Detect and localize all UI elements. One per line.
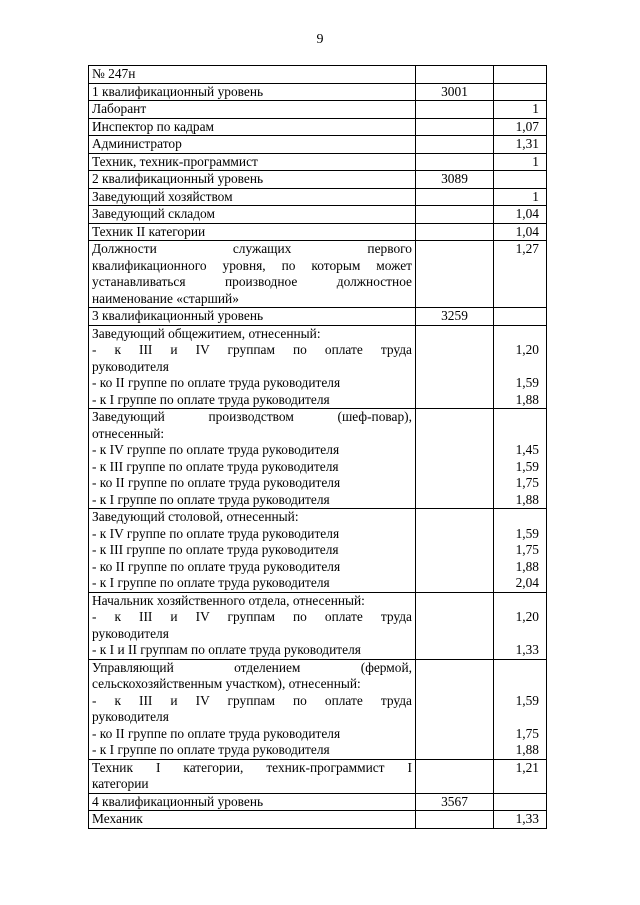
coefficient-value: 1,45 xyxy=(515,442,539,457)
coefficient-value: 1,59 xyxy=(515,525,539,541)
table-row xyxy=(89,171,547,189)
coefficient-value: 1,27 xyxy=(515,241,539,256)
coefficient-value: 1,75 xyxy=(515,475,539,490)
table-row xyxy=(89,136,547,154)
coefficient-value xyxy=(497,258,539,275)
coefficient-list xyxy=(494,241,547,308)
table-row xyxy=(89,241,547,308)
coefficient-list xyxy=(494,409,547,509)
table-row xyxy=(89,66,547,84)
base-salary xyxy=(416,759,494,793)
table-body xyxy=(89,66,547,829)
coefficient-list xyxy=(494,592,547,659)
coefficient-value xyxy=(497,660,539,677)
position-name: 3 квалификационный уровень xyxy=(89,308,416,326)
coefficient-value: 1,88 xyxy=(515,391,539,407)
description-line: - к I группе по оплате труда руководителя xyxy=(92,575,330,590)
position-description xyxy=(89,509,416,593)
position-name: Механик xyxy=(89,811,416,829)
coefficient-value xyxy=(497,326,539,343)
base-salary xyxy=(416,188,494,206)
table-row xyxy=(89,188,547,206)
page-number: 9 xyxy=(316,32,324,47)
base-salary xyxy=(416,409,494,509)
description-line: руководителя xyxy=(92,358,169,374)
coefficient xyxy=(494,171,547,189)
description-line: - ко II группе по оплате труда руководителя xyxy=(92,558,341,574)
base-salary xyxy=(416,66,494,84)
coefficient-value: 1,59 xyxy=(515,375,539,390)
position-name: Заведующий складом xyxy=(89,206,416,224)
position-description xyxy=(89,409,416,509)
coefficient-value: 1,88 xyxy=(515,558,539,574)
salary-coefficients-table xyxy=(88,65,547,829)
coefficient-value: 1,59 xyxy=(515,692,539,708)
table-row xyxy=(89,101,547,119)
coefficient-value xyxy=(497,709,539,726)
table-row xyxy=(89,223,547,241)
description-line: Заведующий столовой, отнесенный: xyxy=(92,509,299,524)
coefficient-value xyxy=(497,359,539,376)
coefficient-value xyxy=(497,593,539,610)
table-row xyxy=(89,118,547,136)
table-row xyxy=(89,759,547,793)
description-line: отнесенный: xyxy=(92,425,165,441)
coefficient: 1,31 xyxy=(494,136,547,154)
coefficient-value: 2,04 xyxy=(515,575,539,590)
description-line: - к IV группе по оплате труда руководителя xyxy=(92,442,340,457)
table-row xyxy=(89,153,547,171)
base-salary xyxy=(416,811,494,829)
coefficient-value: 1,88 xyxy=(515,742,539,757)
table-row xyxy=(89,83,547,101)
coefficient: 1,07 xyxy=(494,118,547,136)
description-line: - ко II группе по оплате труда руководителя xyxy=(92,725,341,741)
coefficient: 1,04 xyxy=(494,223,547,241)
position-name: 4 квалификационный уровень xyxy=(89,793,416,811)
description-line: - к I группе по оплате труда руководителя xyxy=(92,742,330,757)
position-description xyxy=(89,659,416,759)
position-name: Администратор xyxy=(89,136,416,154)
table-row xyxy=(89,325,547,409)
base-salary xyxy=(416,101,494,119)
description-line: - к I группе по оплате труда руководителя xyxy=(92,491,330,507)
base-salary xyxy=(416,509,494,593)
coefficient: 1 xyxy=(494,101,547,119)
position-name: Лаборант xyxy=(89,101,416,119)
position-description xyxy=(89,325,416,409)
coefficient-value: 1,75 xyxy=(515,725,539,741)
coefficient-value: 1,88 xyxy=(515,491,539,507)
coefficient-value: 1,20 xyxy=(515,609,539,624)
base-salary xyxy=(416,118,494,136)
coefficient xyxy=(494,83,547,101)
coefficient-list xyxy=(494,509,547,593)
coefficient-value xyxy=(497,509,539,526)
description-line: - к III и IV группам по оплате труда xyxy=(92,342,412,357)
coefficient-value xyxy=(497,776,539,793)
description-line: - к III группе по оплате труда руководителя xyxy=(92,542,339,557)
coefficient-value xyxy=(497,409,539,426)
base-salary: 3259 xyxy=(416,308,494,326)
coefficient: 1 xyxy=(494,153,547,171)
position-name: Инспектор по кадрам xyxy=(89,118,416,136)
table-row xyxy=(89,592,547,659)
coefficient xyxy=(494,308,547,326)
description-line: руководителя xyxy=(92,625,169,641)
table-row xyxy=(89,308,547,326)
position-description xyxy=(89,759,416,793)
coefficient-value: 1,20 xyxy=(515,342,539,357)
description-line: Заведующий общежитием, отнесенный: xyxy=(92,325,321,341)
base-salary xyxy=(416,206,494,224)
description-line: Управляющий отделением (фермой, xyxy=(92,659,412,675)
coefficient: 1,04 xyxy=(494,206,547,224)
table-row xyxy=(89,206,547,224)
coefficient xyxy=(494,793,547,811)
base-salary xyxy=(416,153,494,171)
description-line: - ко II группе по оплате труда руководителя xyxy=(92,475,341,490)
base-salary xyxy=(416,223,494,241)
position-name: № 247н xyxy=(89,66,416,84)
position-name: Заведующий хозяйством xyxy=(89,188,416,206)
description-line: Начальник хозяйственного отдела, отнесенный: xyxy=(92,592,365,608)
description-line: руководителя xyxy=(92,709,169,724)
coefficient-value: 1,21 xyxy=(515,759,539,775)
coefficient: 1,33 xyxy=(494,811,547,829)
description-line: Техник I категории, техник-программист I xyxy=(92,759,412,775)
coefficient-list xyxy=(494,325,547,409)
coefficient-list xyxy=(494,759,547,793)
coefficient xyxy=(494,66,547,84)
coefficient-value xyxy=(497,626,539,643)
position-description xyxy=(89,241,416,308)
description-line: сельскохозяйственным участком), отнесенный: xyxy=(92,676,361,691)
description-line: - к I группе по оплате труда руководителя xyxy=(92,391,330,407)
position-name: Техник II категории xyxy=(89,223,416,241)
coefficient: 1 xyxy=(494,188,547,206)
description-line: квалификационного уровня, по которым может xyxy=(92,257,412,273)
description-line: устанавливаться производное должностное xyxy=(92,274,412,289)
base-salary xyxy=(416,659,494,759)
coefficient-value xyxy=(497,676,539,693)
description-line: Должности служащих первого xyxy=(92,241,412,256)
coefficient-value: 1,59 xyxy=(515,458,539,474)
base-salary xyxy=(416,241,494,308)
table-row xyxy=(89,659,547,759)
coefficient-value xyxy=(497,291,539,308)
description-line: - к I и II группам по оплате труда руководителя xyxy=(92,642,361,657)
table-row xyxy=(89,509,547,593)
table-row xyxy=(89,409,547,509)
description-line: - к IV группе по оплате труда руководителя xyxy=(92,525,340,541)
position-description xyxy=(89,592,416,659)
position-name: 1 квалификационный уровень xyxy=(89,83,416,101)
table-row xyxy=(89,793,547,811)
base-salary xyxy=(416,592,494,659)
coefficient-list xyxy=(494,659,547,759)
description-line: - к III и IV группам по оплате труда xyxy=(92,692,412,708)
coefficient-value: 1,33 xyxy=(515,642,539,657)
base-salary xyxy=(416,325,494,409)
position-name: 2 квалификационный уровень xyxy=(89,171,416,189)
description-line: - к III группе по оплате труда руководителя xyxy=(92,458,339,474)
description-line: категории xyxy=(92,776,149,791)
table-row xyxy=(89,811,547,829)
position-name: Техник, техник-программист xyxy=(89,153,416,171)
coefficient-value: 1,75 xyxy=(515,542,539,557)
base-salary: 3089 xyxy=(416,171,494,189)
description-line: наименование «старший» xyxy=(92,290,239,306)
coefficient-value xyxy=(497,426,539,443)
coefficient-value xyxy=(497,274,539,291)
description-line: Заведующий производством (шеф-повар), xyxy=(92,409,412,424)
description-line: - ко II группе по оплате труда руководителя xyxy=(92,375,341,390)
base-salary: 3001 xyxy=(416,83,494,101)
description-line: - к III и IV группам по оплате труда xyxy=(92,609,412,624)
base-salary xyxy=(416,136,494,154)
base-salary: 3567 xyxy=(416,793,494,811)
